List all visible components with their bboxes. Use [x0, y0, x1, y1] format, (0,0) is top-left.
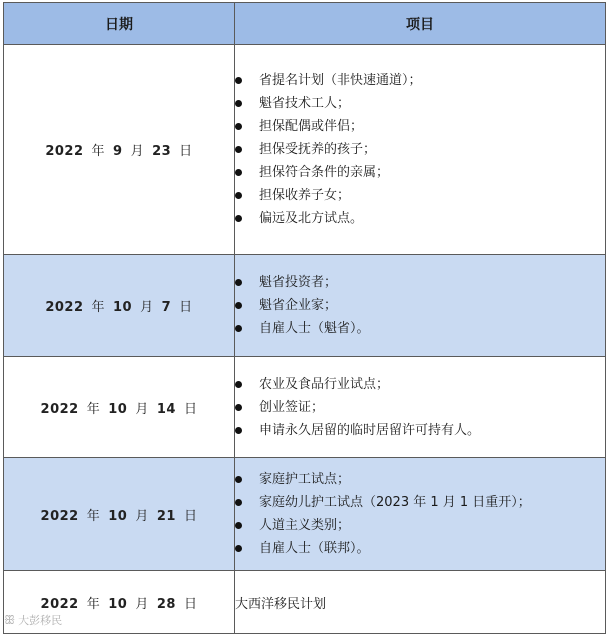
date-month-unit: 月 — [130, 144, 145, 159]
item-list — [235, 468, 605, 560]
table-header-row — [4, 3, 606, 45]
bullet-icon — [235, 522, 242, 529]
header-date: 日期 — [4, 3, 235, 45]
date-day: 21 — [156, 508, 176, 524]
item-cell — [235, 357, 606, 458]
list-item — [235, 396, 605, 419]
table-row — [4, 255, 606, 357]
table-row — [4, 357, 606, 458]
date-day: 7 — [161, 300, 172, 315]
list-item — [235, 271, 605, 294]
item-cell — [235, 255, 606, 357]
list-item — [235, 419, 605, 442]
date-month: 10 — [108, 508, 128, 524]
item-cell — [235, 45, 606, 255]
bullet-icon — [235, 169, 242, 176]
date-month: 10 — [113, 300, 133, 315]
bullet-icon — [235, 215, 242, 222]
list-item — [235, 468, 605, 491]
date-month-unit: 月 — [135, 401, 149, 417]
date-cell — [4, 357, 235, 458]
date-year-unit: 年 — [91, 144, 106, 159]
list-item — [235, 115, 605, 138]
list-item — [235, 294, 605, 317]
item-text: 自雇人士（魁省）。 — [259, 321, 370, 336]
item-text: 担保受抚养的孩子； — [259, 142, 377, 157]
date-year-unit: 年 — [86, 401, 101, 417]
watermark — [4, 612, 62, 628]
date-year: 2022 — [40, 508, 79, 524]
list-item — [235, 184, 605, 207]
item-list — [235, 271, 605, 340]
item-text: 大西洋移民计划 — [235, 596, 327, 612]
item-list — [235, 69, 605, 230]
item-text: 家庭护工试点； — [259, 472, 351, 487]
item-text: 担保符合条件的亲属； — [259, 165, 390, 180]
item-text: 申请永久居留的临时居留许可持有人。 — [259, 422, 481, 438]
date-year: 2022 — [40, 401, 79, 417]
date-month: 10 — [108, 596, 128, 612]
bullet-icon — [235, 77, 242, 84]
bullet-icon — [235, 545, 242, 552]
bullet-icon — [235, 404, 242, 411]
bullet-icon — [235, 146, 242, 153]
item-text: 魁省企业家； — [259, 298, 338, 313]
item-text: 担保配偶或伴侣； — [259, 119, 364, 134]
date-year-unit: 年 — [86, 508, 101, 524]
date-day: 28 — [156, 596, 176, 612]
date-month-unit: 月 — [140, 300, 154, 315]
table-row — [4, 45, 606, 255]
item-text: 自雇人士（联邦）。 — [259, 541, 370, 556]
bullet-icon — [235, 302, 242, 309]
date-day-unit: 日 — [183, 596, 198, 612]
item-list — [235, 373, 605, 442]
watermark-text: 大彭移民 — [18, 614, 63, 627]
bullet-icon — [235, 325, 242, 332]
bullet-icon — [235, 476, 242, 483]
bullet-icon — [235, 279, 242, 286]
list-item — [235, 138, 605, 161]
date-cell — [4, 255, 235, 357]
item-text: 省提名计划（非快速通道）； — [259, 73, 422, 88]
weibo-logo-icon: ꕥ — [4, 612, 16, 627]
list-item — [235, 491, 605, 514]
item-text: 魁省投资者； — [259, 275, 338, 290]
date-day: 14 — [156, 401, 176, 417]
date-month: 10 — [108, 401, 128, 417]
date-month-unit: 月 — [135, 508, 149, 524]
date-day-unit: 日 — [183, 401, 198, 417]
item-text: 担保收养子女； — [259, 188, 351, 203]
bullet-icon — [235, 499, 242, 506]
date-month: 9 — [113, 144, 123, 159]
date-cell — [4, 458, 235, 571]
date-month-unit: 月 — [135, 596, 149, 612]
item-text: 人道主义类别； — [259, 518, 351, 533]
bullet-icon — [235, 427, 242, 434]
header-item: 项目 — [235, 3, 606, 45]
list-item — [235, 537, 605, 560]
list-item — [235, 69, 605, 92]
list-item — [235, 317, 605, 340]
date-day-unit: 日 — [183, 508, 198, 524]
bullet-icon — [235, 192, 242, 199]
date-year-unit: 年 — [86, 596, 101, 612]
list-item — [235, 373, 605, 396]
date-day-unit: 日 — [179, 300, 193, 315]
item-cell — [235, 571, 606, 634]
bullet-icon — [235, 100, 242, 107]
date-year-unit: 年 — [91, 300, 106, 315]
item-text: 魁省技术工人； — [259, 96, 351, 111]
item-text: 偏远及北方试点。 — [259, 211, 364, 226]
item-cell — [235, 458, 606, 571]
list-item — [235, 514, 605, 537]
date-cell — [4, 45, 235, 255]
date-year: 2022 — [45, 144, 84, 159]
bullet-icon — [235, 123, 242, 130]
list-item — [235, 92, 605, 115]
date-year: 2022 — [45, 300, 84, 315]
table-row — [4, 458, 606, 571]
list-item — [235, 161, 605, 184]
item-text: 家庭幼儿护工试点（2023 年 1 月 1 日重开）； — [259, 495, 531, 510]
list-item — [235, 207, 605, 230]
date-day: 23 — [152, 144, 172, 159]
item-text: 农业及食品行业试点； — [259, 376, 390, 392]
item-text: 创业签证； — [259, 399, 325, 415]
date-year: 2022 — [40, 596, 79, 612]
immigration-schedule-table — [3, 2, 606, 634]
table-row — [4, 571, 606, 634]
date-day-unit: 日 — [179, 144, 193, 159]
bullet-icon — [235, 381, 242, 388]
